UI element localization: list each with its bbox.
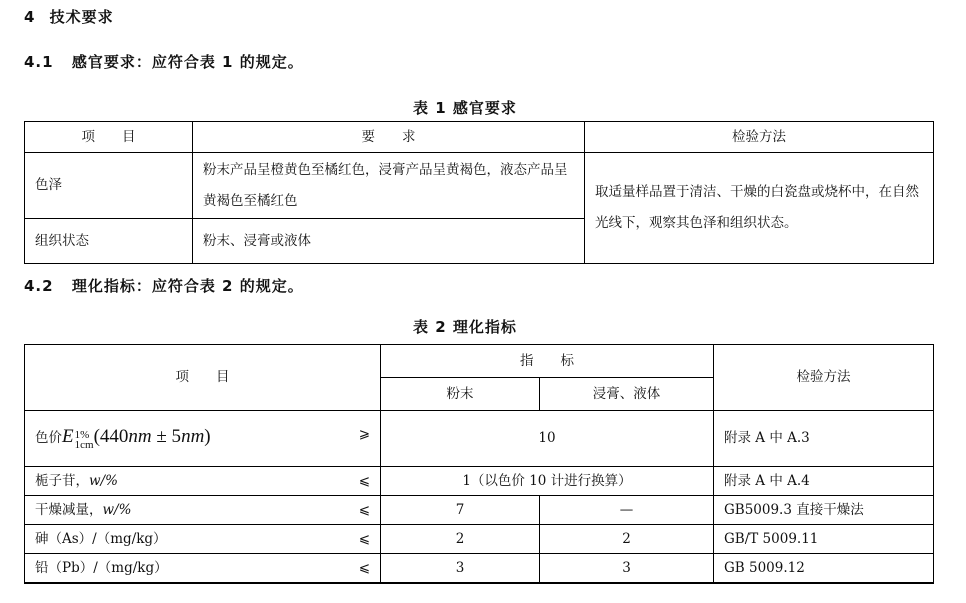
section-text: 理化指标：应符合表 2 的规定。 [71,277,304,295]
liquid-value: — [540,496,714,525]
section-4-heading [24,6,114,27]
row-label: 砷（As）/（mg/kg） [35,530,167,547]
row-label: 栀子苷， [35,472,89,489]
method-cell: 附录 A 中 A.3 [714,411,934,467]
header-method: 检验方法 [585,122,934,153]
row-label: 色价 [35,430,62,447]
header-method: 检验方法 [714,345,934,411]
row-unit: w/% [89,472,118,489]
value-cell: 10 [381,411,714,467]
table-1-caption: 表 1 感官要求 [413,99,517,117]
liquid-value: 2 [540,525,714,554]
row-gardenoside [25,467,381,496]
method-cell: 附录 A 中 A.4 [714,467,934,496]
value-cell: 1（以色价 10 计进行换算） [381,467,714,496]
row-item: 组织状态 [25,219,193,264]
table-row [25,496,934,525]
row-requirement: 粉末、浸膏或液体 [193,219,585,264]
table-row [25,411,934,467]
method-cell: GB5009.3 直接干燥法 [714,496,934,525]
table-1 [24,121,934,264]
powder-value: 7 [381,496,540,525]
section-number: 4.1 [24,53,54,71]
liquid-value: 3 [540,554,714,583]
table-row [25,467,934,496]
method-cell: 取适量样品置于清洁、干燥的白瓷盘或烧杯中，在自然光线下，观察其色泽和组织状态。 [585,153,934,264]
row-arsenic [25,525,381,554]
row-label: 铅（Pb）/（mg/kg） [35,559,168,576]
table-2 [24,344,934,584]
section-text: 感官要求：应符合表 1 的规定。 [71,53,304,71]
method-cell: GB 5009.12 [714,554,934,583]
section-4-1-heading [24,51,304,72]
header-requirement: 要 求 [193,122,585,153]
row-color-value [25,411,381,467]
table-header-row [25,345,934,378]
relation-symbol: ⩽ [358,501,370,518]
formula: E 1% 1cm (440nm ± 5nm) [62,426,211,452]
relation-symbol: ⩽ [358,559,370,576]
section-title: 技术要求 [49,8,114,26]
header-liquid: 浸膏、液体 [540,378,714,411]
row-item: 色泽 [25,153,193,219]
row-unit: w/% [102,501,132,518]
relation-symbol: ⩽ [358,472,370,489]
row-lead [25,554,381,583]
row-drying-loss [25,496,381,525]
table-row [25,153,934,219]
section-number: 4.2 [24,277,54,295]
table-row [25,525,934,554]
table-2-caption: 表 2 理化指标 [413,318,517,336]
table-header-row [25,122,934,153]
row-requirement: 粉末产品呈橙黄色至橘红色，浸膏产品呈黄褐色，液态产品呈黄褐色至橘红色 [193,153,585,219]
header-index: 指 标 [381,345,714,378]
header-item: 项 目 [25,345,381,411]
method-cell: GB/T 5009.11 [714,525,934,554]
relation-symbol: ⩽ [358,530,370,547]
powder-value: 2 [381,525,540,554]
table-row [25,554,934,583]
section-number: 4 [24,8,36,26]
header-item: 项 目 [25,122,193,153]
powder-value: 3 [381,554,540,583]
section-4-2-heading [24,275,304,296]
header-powder: 粉末 [381,378,540,411]
row-label: 干燥减量， [35,501,103,518]
relation-symbol: ⩾ [358,426,370,443]
